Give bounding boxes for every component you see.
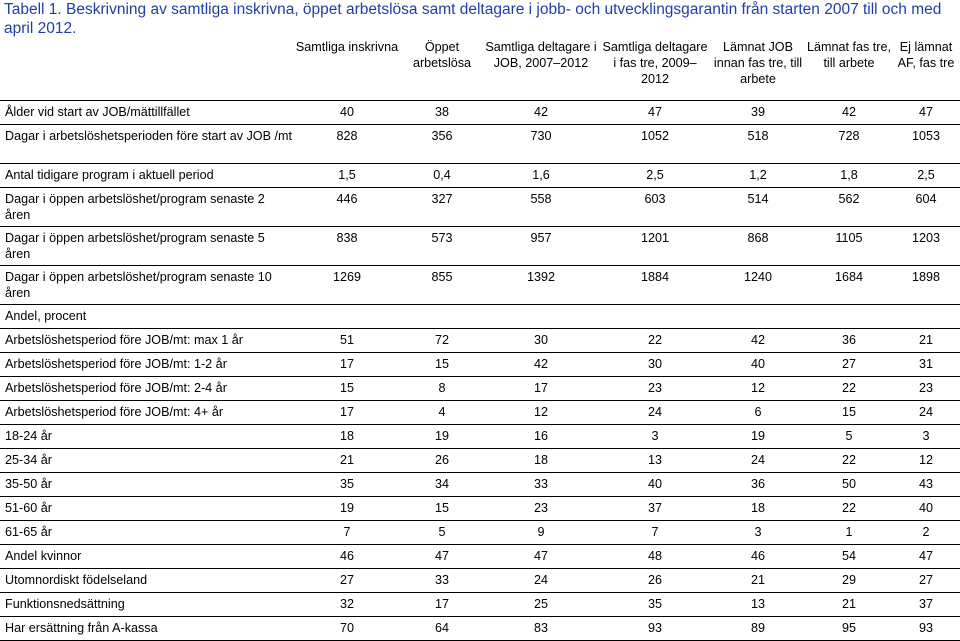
table-cell: 12 [482, 401, 600, 425]
table-cell: 1392 [482, 266, 600, 305]
table-cell: 23 [600, 377, 710, 401]
table-cell: 19 [292, 497, 402, 521]
table-cell: 604 [892, 188, 960, 227]
table-cell: 9 [482, 521, 600, 545]
row-label: Dagar i öppen arbetslöshet/program senaste 2 åren [0, 188, 292, 227]
table-cell: 26 [600, 569, 710, 593]
table-cell: 2,5 [600, 164, 710, 188]
table-cell: 7 [292, 521, 402, 545]
table-cell: 21 [892, 329, 960, 353]
table-cell: 42 [482, 353, 600, 377]
table-row [0, 188, 960, 227]
row-label: 51-60 år [0, 497, 292, 521]
table-cell: 1240 [710, 266, 806, 305]
table-cell: 51 [292, 329, 402, 353]
table-cell: 42 [806, 101, 892, 125]
table-cell: 18 [710, 497, 806, 521]
table-cell: 33 [482, 473, 600, 497]
table-cell: 47 [482, 545, 600, 569]
table-cell: 12 [710, 377, 806, 401]
table-cell: 1201 [600, 227, 710, 266]
table-cell: 19 [402, 425, 482, 449]
column-header: Samtliga deltagare i fas tre, 2009–2012 [600, 37, 710, 101]
table-cell: 868 [710, 227, 806, 266]
table-cell [600, 305, 710, 329]
table-cell: 17 [292, 401, 402, 425]
table-cell: 35 [600, 593, 710, 617]
table-cell: 21 [292, 449, 402, 473]
table-cell: 1884 [600, 266, 710, 305]
table-cell: 70 [292, 617, 402, 641]
header-row [0, 37, 960, 101]
table-cell: 19 [710, 425, 806, 449]
table-cell: 22 [600, 329, 710, 353]
table-cell: 8 [402, 377, 482, 401]
table-cell: 30 [482, 329, 600, 353]
table-cell: 33 [402, 569, 482, 593]
row-label: Dagar i arbetslöshetsperioden före start av JOB /mt [0, 125, 292, 164]
table-cell: 3 [600, 425, 710, 449]
column-header: Lämnat JOB innan fas tre, till arbete [710, 37, 806, 101]
table-cell: 1,6 [482, 164, 600, 188]
table-cell: 15 [402, 497, 482, 521]
table-cell: 558 [482, 188, 600, 227]
row-label: Utomnordiskt födelseland [0, 569, 292, 593]
table-cell: 36 [710, 473, 806, 497]
table-cell: 1,8 [806, 164, 892, 188]
table-cell: 24 [710, 449, 806, 473]
table-cell [892, 305, 960, 329]
table-cell: 64 [402, 617, 482, 641]
table-cell [710, 305, 806, 329]
table-cell: 43 [892, 473, 960, 497]
table-cell: 39 [710, 101, 806, 125]
table-cell: 34 [402, 473, 482, 497]
table-cell: 17 [402, 593, 482, 617]
table-cell: 15 [292, 377, 402, 401]
table-row [0, 449, 960, 473]
table-cell: 1052 [600, 125, 710, 164]
table-row [0, 569, 960, 593]
table-cell: 48 [600, 545, 710, 569]
table-cell: 30 [600, 353, 710, 377]
table-cell: 356 [402, 125, 482, 164]
table-row [0, 497, 960, 521]
table-cell: 16 [482, 425, 600, 449]
table-cell: 37 [600, 497, 710, 521]
table-row [0, 164, 960, 188]
table-cell: 22 [806, 497, 892, 521]
table-cell: 18 [292, 425, 402, 449]
table-cell [482, 305, 600, 329]
row-label: Antal tidigare program i aktuell period [0, 164, 292, 188]
table-cell: 27 [292, 569, 402, 593]
table-cell [402, 305, 482, 329]
table-cell: 1269 [292, 266, 402, 305]
table-cell: 2 [892, 521, 960, 545]
column-header: Samtliga inskrivna [292, 37, 402, 101]
table-cell: 21 [806, 593, 892, 617]
table-row [0, 473, 960, 497]
row-label: Arbetslöshetsperiod före JOB/mt: 1-2 år [0, 353, 292, 377]
table-cell: 3 [892, 425, 960, 449]
table-cell: 27 [892, 569, 960, 593]
table-cell: 47 [600, 101, 710, 125]
table-cell: 47 [402, 545, 482, 569]
row-label: 61-65 år [0, 521, 292, 545]
table-cell: 40 [892, 497, 960, 521]
table-cell: 72 [402, 329, 482, 353]
table-cell [292, 305, 402, 329]
table-cell: 93 [892, 617, 960, 641]
table-cell: 38 [402, 101, 482, 125]
table-cell: 25 [482, 593, 600, 617]
table-row [0, 545, 960, 569]
table-cell: 31 [892, 353, 960, 377]
table-cell: 855 [402, 266, 482, 305]
table-cell: 1,5 [292, 164, 402, 188]
table-row [0, 593, 960, 617]
row-label: Arbetslöshetsperiod före JOB/mt: max 1 år [0, 329, 292, 353]
table-cell: 40 [600, 473, 710, 497]
table-cell: 22 [806, 449, 892, 473]
table-cell: 32 [292, 593, 402, 617]
table-row [0, 266, 960, 305]
table-cell: 15 [806, 401, 892, 425]
table-cell: 18 [482, 449, 600, 473]
row-label: Ålder vid start av JOB/mättillfället [0, 101, 292, 125]
table-cell: 42 [710, 329, 806, 353]
column-header: Öppet arbetslösa [402, 37, 482, 101]
table-cell: 23 [482, 497, 600, 521]
table-cell: 838 [292, 227, 402, 266]
table-cell: 50 [806, 473, 892, 497]
table-row [0, 101, 960, 125]
table-cell: 6 [710, 401, 806, 425]
table-cell: 24 [482, 569, 600, 593]
table-cell: 603 [600, 188, 710, 227]
table-cell: 47 [892, 545, 960, 569]
table-row [0, 227, 960, 266]
table-cell: 1053 [892, 125, 960, 164]
column-header: Lämnat fas tre, till arbete [806, 37, 892, 101]
table-cell: 40 [292, 101, 402, 125]
table-row [0, 329, 960, 353]
table-cell: 327 [402, 188, 482, 227]
row-label: Arbetslöshetsperiod före JOB/mt: 4+ år [0, 401, 292, 425]
table-cell: 89 [710, 617, 806, 641]
table-cell: 3 [710, 521, 806, 545]
row-label: 18-24 år [0, 425, 292, 449]
table-cell: 35 [292, 473, 402, 497]
table-cell: 24 [600, 401, 710, 425]
table-row [0, 521, 960, 545]
table-cell: 93 [600, 617, 710, 641]
table-cell: 1898 [892, 266, 960, 305]
table-cell: 5 [806, 425, 892, 449]
table-cell: 13 [600, 449, 710, 473]
data-table [0, 37, 960, 641]
table-cell: 828 [292, 125, 402, 164]
row-label: Andel kvinnor [0, 545, 292, 569]
row-label: 35-50 år [0, 473, 292, 497]
table-cell: 0,4 [402, 164, 482, 188]
table-cell: 15 [402, 353, 482, 377]
table-cell: 957 [482, 227, 600, 266]
table-cell: 54 [806, 545, 892, 569]
table-cell: 514 [710, 188, 806, 227]
table-cell: 7 [600, 521, 710, 545]
table-row [0, 353, 960, 377]
row-label: 25-34 år [0, 449, 292, 473]
table-row [0, 401, 960, 425]
table-cell: 23 [892, 377, 960, 401]
table-cell: 27 [806, 353, 892, 377]
table-cell: 1203 [892, 227, 960, 266]
table-cell: 37 [892, 593, 960, 617]
table-cell: 46 [292, 545, 402, 569]
table-cell [806, 305, 892, 329]
table-cell: 42 [482, 101, 600, 125]
table-cell: 1 [806, 521, 892, 545]
table-row [0, 617, 960, 641]
table-cell: 518 [710, 125, 806, 164]
table-cell: 12 [892, 449, 960, 473]
row-label: Arbetslöshetsperiod före JOB/mt: 2-4 år [0, 377, 292, 401]
table-row [0, 125, 960, 164]
column-header: Ej lämnat AF, fas tre [892, 37, 960, 101]
table-row [0, 425, 960, 449]
row-label: Andel, procent [0, 305, 292, 329]
row-label: Dagar i öppen arbetslöshet/program senaste 5 åren [0, 227, 292, 266]
table-cell: 446 [292, 188, 402, 227]
row-label: Har ersättning från A-kassa [0, 617, 292, 641]
table-cell: 22 [806, 377, 892, 401]
table-cell: 1105 [806, 227, 892, 266]
table-cell: 17 [482, 377, 600, 401]
table-cell: 730 [482, 125, 600, 164]
table-body [0, 101, 960, 641]
table-cell: 29 [806, 569, 892, 593]
table-cell: 95 [806, 617, 892, 641]
row-label: Dagar i öppen arbetslöshet/program senaste 10 åren [0, 266, 292, 305]
table-cell: 1,2 [710, 164, 806, 188]
table-title: Tabell 1. Beskrivning av samtliga inskrivna, öppet arbetslösa samt deltagare i jobb- och utvecklingsgarantin från starten 2007 till och med april 2012. [4, 1, 942, 37]
table-cell: 562 [806, 188, 892, 227]
table-cell: 728 [806, 125, 892, 164]
table-cell: 17 [292, 353, 402, 377]
table-cell: 46 [710, 545, 806, 569]
table-cell: 5 [402, 521, 482, 545]
table-cell: 13 [710, 593, 806, 617]
table-cell: 2,5 [892, 164, 960, 188]
table-cell: 36 [806, 329, 892, 353]
column-header: Samtliga deltagare i JOB, 2007–2012 [482, 37, 600, 101]
table-cell: 47 [892, 101, 960, 125]
table-row [0, 377, 960, 401]
table-cell: 21 [710, 569, 806, 593]
table-cell: 26 [402, 449, 482, 473]
table-cell: 1684 [806, 266, 892, 305]
table-cell: 24 [892, 401, 960, 425]
table-cell: 83 [482, 617, 600, 641]
table-cell: 573 [402, 227, 482, 266]
table-cell: 40 [710, 353, 806, 377]
table-cell: 4 [402, 401, 482, 425]
header-corner [0, 37, 292, 101]
table-row [0, 305, 960, 329]
row-label: Funktionsnedsättning [0, 593, 292, 617]
